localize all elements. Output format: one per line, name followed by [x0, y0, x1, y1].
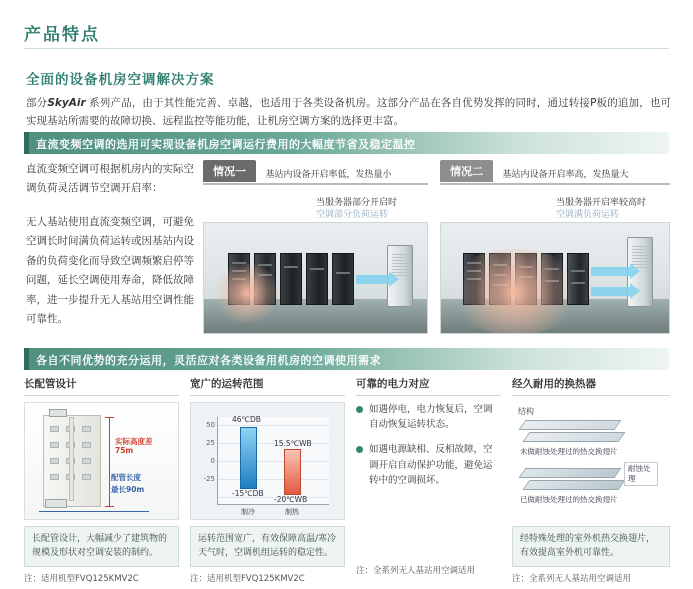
column-4-title: 经久耐用的换热器 [512, 378, 596, 390]
heat-glow [445, 249, 585, 334]
vertical-dimension-label: 实际高度差 75m [115, 437, 153, 455]
column-3-title: 可靠的电力对应 [356, 378, 430, 390]
column-2-title: 宽广的运转范围 [190, 378, 264, 390]
title-divider [24, 48, 669, 49]
column-1-illustration [24, 402, 179, 520]
section1-left-text [26, 160, 196, 343]
column-3-content [356, 402, 501, 520]
banner-accent-bar [24, 132, 29, 154]
piping-length-label-1: 配管长度 [111, 473, 141, 482]
case-2-tab[interactable]: 情况二 [440, 160, 493, 182]
column-2-note: 注：适用机型FVQ125KMV2C [190, 574, 305, 584]
case-2-underline [440, 183, 670, 185]
chart-category-heating: 制热 [285, 508, 299, 516]
column-1-rule [24, 395, 179, 396]
column-3-note: 注：全系列无人基站用空调适用 [356, 566, 476, 576]
hx-fin-treated [518, 468, 621, 478]
case-1 [203, 160, 428, 185]
server-rack [306, 253, 328, 305]
column-4-note: 注：全系列无人基站用空调适用 [512, 574, 632, 584]
case-1-underline [203, 183, 428, 185]
banner-1 [24, 132, 669, 154]
chart-bar-cooling [240, 427, 257, 489]
case-1-note [316, 197, 397, 221]
case-2-note-line2: 空调满负荷运转 [556, 210, 620, 221]
case-1-note-line2: 空调部分负荷运转 [316, 210, 389, 221]
case-2 [440, 160, 670, 185]
intro-pre: 部分 [26, 97, 48, 109]
power-bullet-1: 如遇停电，电力恢复后，空调自动恢复运转状态。 [356, 402, 501, 432]
hx-fin-plain [522, 432, 625, 442]
banner-1-text: 直流变频空调的选用可实现设备机房空调运行费用的大幅度节省及稳定温控 [36, 138, 416, 151]
page-title: 产品特点 [24, 25, 100, 45]
feature-column-heat-exchanger [512, 376, 670, 584]
airflow-arrow [591, 267, 631, 276]
feature-column-long-piping [24, 376, 179, 584]
case-1-note-line1: 当服务器部分开启时 [316, 198, 398, 208]
refrigerant-pipe [69, 417, 74, 501]
section1-paragraph-1: 直流变频空调可根据机房内的实际空调负荷灵活调节空调开启率： [26, 163, 194, 195]
column-2-rule [190, 395, 345, 396]
indoor-unit [45, 499, 67, 508]
case-2-note [556, 197, 646, 221]
chart-category-cooling: 制冷 [241, 508, 255, 516]
chart-label-top: 46℃DB [232, 415, 261, 424]
case-2-heading: 基站内设备开启率高，发热量大 [502, 169, 629, 180]
section1-paragraph-2: 无人基站使用直流变频空调，可避免空调长时间满负荷运转或因基站内设备的负荷变化而导致空调频繁启停等问题，延长空调使用寿命，降低故障率，进一步提升无人基站用空调性能可靠性。 [26, 215, 194, 325]
heat-glow [212, 263, 282, 323]
banner-2-text: 各自不同优势的充分运用，灵活应对各类设备用机房的空调使用需求 [36, 354, 381, 367]
chart-label-mid-bottom: -20℃WB [274, 495, 308, 504]
piping-length-label-2: 最长90m [111, 485, 145, 494]
column-1-caption: 长配管设计，大幅减少了建筑物的规模及形状对空调安装的制约。 [24, 526, 179, 567]
airflow-arrow [356, 275, 390, 284]
hx-treatment-tag: 耐蚀处理 [624, 462, 658, 486]
hx-fin-plain [518, 420, 621, 430]
operating-range-chart [190, 402, 345, 520]
server-room-illustration-1 [203, 222, 428, 334]
case-2-note-line1: 当服务器开启率较高时 [556, 198, 647, 208]
airflow-arrow [591, 287, 631, 296]
hx-treated-label: 已做耐蚀处理过的热交换翅片 [520, 495, 618, 504]
column-1-note: 注：适用机型FVQ125KMV2C [24, 574, 139, 584]
column-3-rule [356, 395, 501, 396]
column-2-caption: 运转范围宽广，有效保障高温/寒冷天气时，空调机组运转的稳定性。 [190, 526, 345, 567]
case-1-tab[interactable]: 情况一 [203, 160, 256, 182]
chart-bar-heating [284, 449, 301, 495]
chart-plot-area: 50 25 0 -25 46℃DB -15℃DB 15.5℃WB -20℃WB 制冷 制热 [217, 417, 329, 505]
intro-post: 系列产品，由于其性能完善、卓越，也适用于各类设备机房。这部分产品在各自优势发挥的同时，通过转接P板的追加，也可实现基站所需要的故障切换、远程监控等能功能，让机房空调方案的选择更丰富。 [26, 97, 672, 128]
intro-paragraph [26, 94, 671, 131]
vertical-dimension-line [109, 417, 110, 507]
horizontal-dimension-line [39, 511, 149, 512]
column-4-rule [512, 395, 670, 396]
hx-fin-treated [522, 480, 625, 490]
power-bullet-2: 如遇电源缺相、反相故障，空调开启自动保护功能，避免运转中的空调损坏。 [356, 442, 501, 488]
server-rack [280, 253, 302, 305]
heat-exchanger-illustration [512, 402, 670, 520]
case-1-heading: 基站内设备开启率低，发热量小 [265, 169, 392, 180]
outdoor-unit [49, 409, 67, 417]
section-heading-1: 全面的设备机房空调解决方案 [26, 72, 215, 88]
chart-label-mid-top: 15.5℃WB [274, 439, 312, 448]
banner-2 [24, 348, 669, 370]
brand-name: SkyAir [47, 97, 86, 109]
server-room-illustration-2 [440, 222, 670, 334]
column-4-caption: 经特殊处理的室外机热交换翅片，有效提高室外机可靠性。 [512, 526, 670, 567]
chart-label-bottom: -15℃DB [232, 489, 264, 498]
column-1-title: 长配管设计 [24, 378, 77, 390]
server-rack [332, 253, 354, 305]
hx-plain-label: 未做耐蚀处理过的热交换翅片 [520, 447, 618, 456]
banner-accent-bar [24, 348, 29, 370]
hx-structure-label: 结构 [518, 407, 534, 416]
feature-column-operating-range [190, 376, 345, 584]
feature-column-power [356, 376, 501, 576]
